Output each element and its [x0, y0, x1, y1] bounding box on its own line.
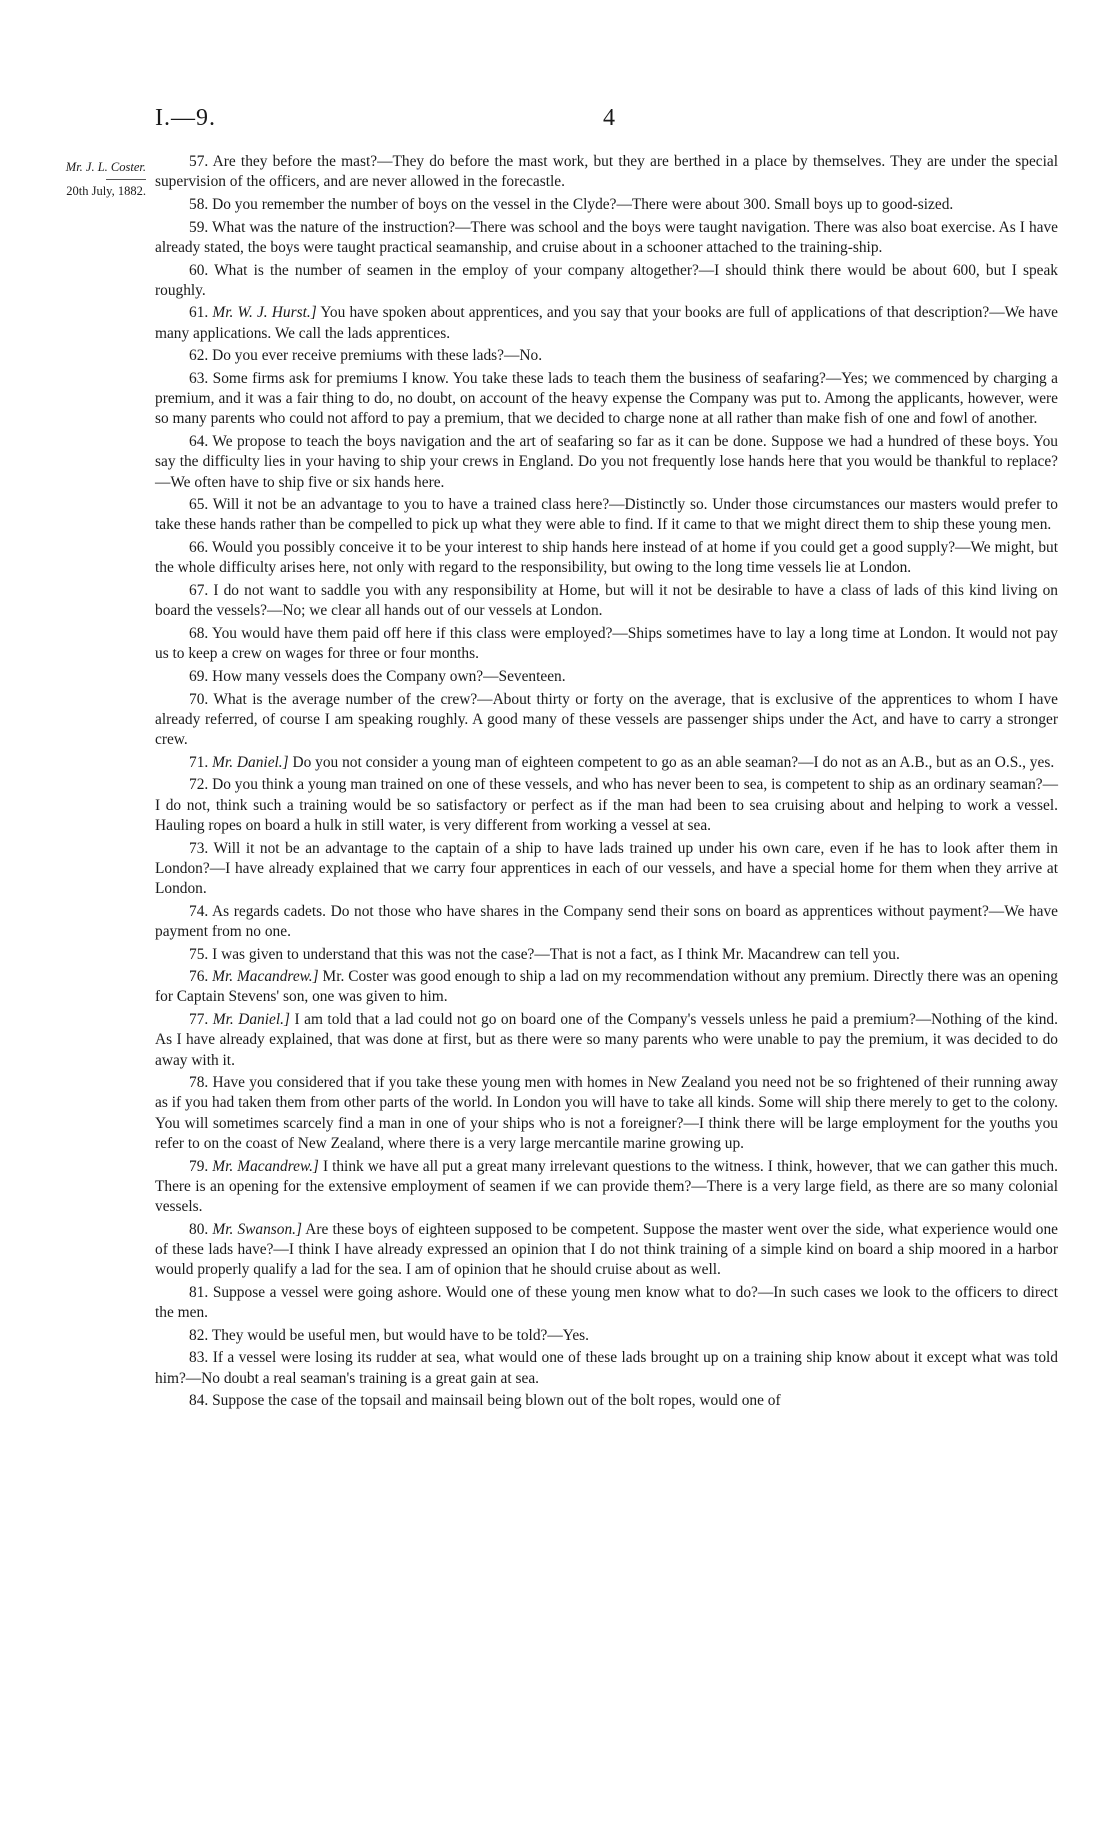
question-number: 84.	[189, 1392, 209, 1410]
testimony-paragraph	[155, 624, 1058, 664]
question-number: 79.	[189, 1157, 209, 1175]
question-answer-text: Do you ever receive premiums with these lads?—No.	[212, 347, 543, 365]
testimony-paragraph	[155, 775, 1058, 836]
question-answer-text: Would you possibly conceive it to be your interest to ship hands here instead of at home if you could get a good supply?—We might, but the whole difficulty arises here, not only with regard to the responsibility, but owing to the long time vessels lie at London.	[155, 539, 1059, 577]
question-number: 57.	[189, 153, 209, 170]
testimony-paragraph	[155, 967, 1058, 1007]
hearing-date: 20th July, 1882.	[66, 183, 146, 198]
question-number: 80.	[189, 1220, 209, 1238]
testimony-paragraph	[155, 690, 1058, 751]
testimony-paragraph	[155, 432, 1058, 493]
testimony-paragraph	[155, 261, 1058, 301]
question-number: 58.	[189, 195, 209, 213]
question-answer-text: Will it not be an advantage to the captain of a ship to have lads trained up under his own care, even if he has to look after them in London?—I have already explained that we carry four apprentices in each of our vessels, and have a special home for them when they arrive at London.	[155, 839, 1058, 897]
testimony-paragraph	[155, 1157, 1058, 1218]
testimony-paragraph	[155, 1220, 1058, 1281]
question-answer-text: Have you considered that if you take these young men with homes in New Zealand you need not be so frightened of their running away as if you had taken them from other parts of the world. In London you will have to take all kinds. Some will ship there merely to get to the colony. You will sometimes scarcely find a man in one of your ships who is not a foreigner?—I think there will be large employment for the youths you refer to on the coast of New Zealand, where there is a very large mercantile marine growing up.	[155, 1074, 1058, 1152]
question-answer-text: They would be useful men, but would have to be told?—Yes.	[211, 1326, 589, 1344]
question-number: 60.	[189, 261, 209, 279]
question-number: 69.	[189, 667, 209, 685]
margin-note	[20, 158, 146, 201]
testimony-paragraph	[155, 1391, 1058, 1411]
question-answer-text: What is the average number of the crew?—About thirty or forty on the average, that is exclusive of the apprentices to whom I have already referred, of course I am speaking roughly. A good many of these vessels are passenger ships under the Act, and have to carry a stronger crew.	[155, 690, 1058, 748]
testimony-paragraph	[155, 839, 1058, 900]
page-header	[155, 105, 1055, 139]
question-number: 59.	[189, 218, 209, 236]
question-answer-text: What was the nature of the instruction?—There was school and the boys were taught navigation. There was also boat exercise. As I have already stated, the boys were taught practical seamanship, and cruise about in a schooner attached to the training-ship.	[155, 218, 1059, 256]
document-reference: I.—9.	[155, 105, 216, 131]
question-number: 62.	[189, 347, 209, 365]
question-answer-text: As regards cadets. Do not those who have shares in the Company send their sons on board as apprentices without payment?—We have payment from no one.	[155, 902, 1058, 940]
question-number: 70.	[189, 690, 209, 708]
questioner-name: Mr. Daniel.]	[212, 1011, 290, 1029]
question-answer-text: Mr. Coster was good enough to ship a lad on my recommendation without any premium. Directly there was an opening for Captain Stevens' son, one was given to him.	[155, 968, 1058, 1006]
question-number: 64.	[189, 433, 209, 451]
question-answer-text: I am told that a lad could not go on board one of the Company's vessels unless he paid a premium?—Nothing of the kind. As I have already explained, that was done at first, but as there were so many parents who were unable to pay the premium, it was decided to do away with it.	[155, 1011, 1058, 1069]
testimony-paragraph	[155, 945, 1058, 965]
question-number: 81.	[189, 1283, 209, 1301]
question-answer-text: Are these boys of eighteen supposed to be competent. Suppose the master went over the side, what experience would one of these lads have?—I think I have already expressed an opinion that I do not think training of a simple kind on board a ship moored in a harbor would properly qualify a lad for the sea. I am of opinion that he should cruise about as well.	[155, 1220, 1058, 1279]
margin-divider	[106, 179, 146, 180]
question-answer-text: Suppose the case of the topsail and mainsail being blown out of the bolt ropes, would one of	[212, 1392, 781, 1410]
question-answer-text: You would have them paid off here if this class were employed?—Ships sometimes have to lay a long time at London. It would not pay us to keep a crew on wages for three or four months.	[155, 624, 1058, 663]
question-number: 67.	[189, 582, 209, 600]
question-answer-text: How many vessels does the Company own?—Seventeen.	[212, 667, 566, 685]
question-answer-text: Do you not consider a young man of eighteen competent to go as an able seaman?—I do not as an A.B., but as an O.S., yes.	[292, 753, 1055, 771]
question-number: 75.	[189, 945, 209, 963]
question-answer-text: I think we have all put a great many irrelevant questions to the witness. I think, however, that we can gather this much. There is an opening for the extensive employment of seamen if we can provide them?—There is a very large field, as there are so many colonial vessels.	[155, 1157, 1058, 1215]
question-number: 66.	[189, 539, 209, 557]
questioner-name: Mr. Daniel.]	[212, 753, 289, 771]
question-answer-text: What is the number of seamen in the employ of your company altogether?—I should think there would be about 600, but I speak roughly.	[155, 261, 1058, 299]
question-number: 68.	[189, 624, 209, 642]
testimony-paragraph	[155, 195, 1058, 215]
question-answer-text: Are they before the mast?—They do before the mast work, but they are berthed in a place by themselves. They are under the special supervision of the officers, and are never allowed in the forecastle.	[155, 153, 1058, 191]
question-number: 73.	[189, 839, 209, 857]
testimony-paragraph	[155, 1348, 1058, 1388]
questioner-name: Mr. W. J. Hurst.]	[212, 304, 317, 322]
question-answer-text: Will it not be an advantage to you to have a trained class here?—Distinctly so. Under those circumstances our masters would prefer to take these hands rather than be compelled to pick up what they were able to find. If it came to that we might direct them to ship these young men.	[155, 496, 1058, 534]
testimony-paragraph	[155, 1326, 1058, 1346]
question-number: 61.	[189, 304, 209, 322]
testimony-body	[155, 152, 1058, 1414]
questioner-name: Mr. Swanson.]	[212, 1220, 303, 1238]
testimony-paragraph	[155, 152, 1058, 192]
question-number: 83.	[189, 1349, 209, 1367]
testimony-paragraph	[155, 753, 1058, 773]
questioner-name: Mr. Macandrew.]	[212, 968, 319, 986]
question-answer-text: If a vessel were losing its rudder at sea, what would one of these lads brought up on a training ship know about it except what was told him?—No doubt a real seaman's training is a great gain at sea.	[155, 1349, 1058, 1387]
question-answer-text: Do you remember the number of boys on the vessel in the Clyde?—There were about 300. Small boys up to good-sized.	[212, 195, 954, 213]
testimony-paragraph	[155, 581, 1058, 621]
question-number: 65.	[189, 496, 209, 514]
question-number: 78.	[189, 1074, 209, 1092]
testimony-paragraph	[155, 369, 1058, 430]
testimony-paragraph	[155, 495, 1058, 535]
testimony-paragraph	[155, 1073, 1058, 1154]
question-number: 74.	[189, 902, 209, 920]
question-number: 72.	[189, 776, 209, 794]
testimony-paragraph	[155, 218, 1058, 258]
question-answer-text: I do not want to saddle you with any responsibility at Home, but will it not be desirable to have a class of lads of this kind living on board the vessels?—No; we clear all hands out of our vessels at London.	[155, 582, 1058, 620]
question-answer-text: You have spoken about apprentices, and you say that your books are full of applications of that description?—We have many applications. We call the lads apprentices.	[155, 304, 1058, 342]
question-number: 71.	[189, 753, 209, 771]
question-number: 77.	[189, 1011, 209, 1029]
question-number: 63.	[189, 370, 209, 388]
questioner-name: Mr. Macandrew.]	[212, 1157, 319, 1175]
testimony-paragraph	[155, 1010, 1058, 1071]
question-answer-text: We propose to teach the boys navigation and the art of seafaring so far as it can be done. Suppose we had a hundred of these boys. You say the difficulty lies in your having to ship your crews in England. Do you not frequently lose hands here that you would be thankful to replace?—We often have to ship five or six hands here.	[155, 433, 1058, 491]
question-answer-text: Some firms ask for premiums I know. You take these lads to teach them the business of seafaring?—Yes; we commenced by charging a premium, and it was a fair thing to do, no doubt, on account of the heavy expense the Company was put to. Among the applicants, however, were so many parents who could not afford to pay a premium, that we decided to charge none at all rather than make fish of one and fowl of another.	[155, 370, 1058, 428]
question-answer-text: I was given to understand that this was not the case?—That is not a fact, as I think Mr. Macandrew can tell you.	[212, 945, 900, 963]
question-number: 76.	[189, 968, 209, 986]
question-answer-text: Do you think a young man trained on one of these vessels, and who has never been to sea, is competent to ship as an ordinary seaman?—I do not, think such a training would be so satisfactory or perfect as if the man had been to sea cruising about and helping to work a vessel. Hauling ropes on board a hulk in still water, is very different from working a vessel at sea.	[155, 776, 1058, 834]
testimony-paragraph	[155, 667, 1058, 687]
testimony-paragraph	[155, 346, 1058, 366]
testimony-paragraph	[155, 1283, 1058, 1323]
question-answer-text: Suppose a vessel were going ashore. Would one of these young men know what to do?—In such cases we look to the officers to direct the men.	[155, 1283, 1058, 1321]
testimony-paragraph	[155, 303, 1058, 343]
testimony-paragraph	[155, 902, 1058, 942]
question-number: 82.	[189, 1326, 209, 1344]
page-number: 4	[603, 105, 615, 131]
witness-name: Mr. J. L. Coster.	[65, 160, 146, 174]
testimony-paragraph	[155, 538, 1058, 578]
